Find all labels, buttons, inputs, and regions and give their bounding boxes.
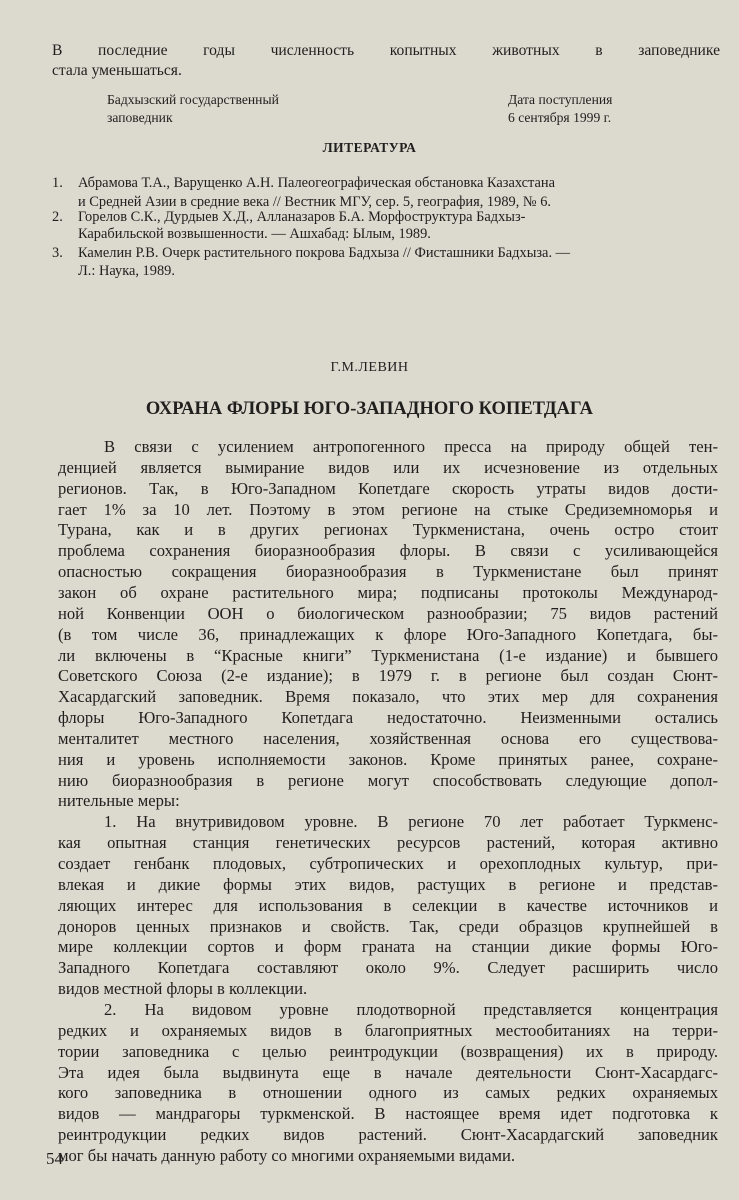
article-author: Г.М.ЛЕВИН	[330, 360, 409, 375]
article-line: тории заповедника с целью реинтродукции (возвращения) их в природу.	[58, 1041, 718, 1061]
reference-number: 1.	[52, 175, 63, 191]
article-line: опасностью сокращения биоразнообразия в Туркменистане был принят	[58, 562, 718, 582]
article-line: менталитет местного населения, хозяйственная основа его существова-	[58, 728, 718, 748]
received-line-1: Дата поступления	[508, 92, 613, 107]
article-line: регионов. Так, в Юго-Западном Копетдаге скорость утраты видов дости-	[58, 478, 718, 498]
reference-item	[52, 244, 570, 263]
article-line: (в том числе 36, принадлежащих к флоре Юго-Западного Копетдага, бы-	[58, 624, 718, 644]
article-line: денцией является вымирание видов или их исчезновение из отдельных	[58, 457, 718, 477]
article-line: видов местной флоры в коллекции.	[58, 979, 308, 999]
article-line: кого заповедника в отношении одного из самых редких охраняемых	[58, 1083, 718, 1103]
article-line: Турана, как и в других регионах Туркменистана, очень остро стоит	[58, 520, 718, 540]
reference-number: 2.	[52, 209, 63, 225]
reference-text-cont: Л.: Наука, 1989.	[78, 263, 175, 279]
article-line: В связи с усилением антропогенного пресса на природу общей тен-	[104, 437, 718, 456]
article-line: нительные меры:	[58, 791, 180, 811]
literature-title: ЛИТЕРАТУРА	[322, 140, 417, 155]
article-line: редких и охраняемых видов в благоприятных местообитаниях на терри-	[58, 1020, 718, 1040]
article-line: ной Конвенции ООН о биологическом разнообразии; 75 видов растений	[58, 603, 718, 623]
reference-text: Абрамова Т.А., Варущенко А.Н. Палеогеографическая обстановка Казахстана	[78, 175, 555, 191]
article-line: 2. На видовом уровне плодотворной представляется концентрация	[104, 999, 718, 1019]
article-line: флоры Юго-Западного Копетдага недостаточно. Неизменными остались	[58, 708, 718, 728]
reference-text: Камелин Р.В. Очерк растительного покрова Бадхыза // Фисташники Бадхыза. —	[78, 245, 571, 261]
article-line: ли включены в “Красные книги” Туркменистана (1-е издание) и бывшего	[58, 645, 718, 665]
article-title: ОХРАНА ФЛОРЫ ЮГО-ЗАПАДНОГО КОПЕТДАГА	[145, 399, 594, 419]
reference-item	[52, 174, 555, 193]
article-line: Хасардагский заповедник. Время показало, что этих мер для сохранения	[58, 687, 718, 707]
article-line: ния и уровень исполняемости законов. Кроме принятых ранее, сохране-	[58, 749, 718, 769]
article-line: 1. На внутривидовом уровне. В регионе 70 лет работает Туркменс-	[104, 812, 718, 832]
article-line: создает генбанк плодовых, субтропических и орехоплодных культур, при-	[58, 854, 718, 873]
article-line: Западного Копетдага составляют около 9%. Следует расширить число	[58, 958, 718, 978]
affiliation-line-2: заповедник	[107, 110, 173, 125]
reference-number: 3.	[52, 245, 63, 261]
article-line: доноров ценных признаков и свойств. Так, среди образцов крупнейшей в	[58, 916, 718, 936]
intro-line-1: В последние годы численность копытных животных в заповеднике	[52, 42, 720, 59]
article-line: проблема сохранения биоразнообразия флоры. В связи с усиливающейся	[58, 541, 718, 561]
affiliation-line-1: Бадхызский государственный	[107, 92, 279, 107]
article-line: мог бы начать данную работу со многими охраняемыми видами.	[58, 1145, 516, 1165]
reference-text-cont: и Средней Азии в средние века // Вестник МГУ, сер. 5, география, 1989, № 6.	[78, 194, 552, 210]
article-line: мире коллекции сортов и форм граната на станции дикие формы Юго-	[58, 937, 718, 957]
page-number: 54	[46, 1149, 63, 1168]
article-line: закон об охране растительного мира; подписаны протоколы Международ-	[58, 582, 718, 602]
article-line: гает 1% за 10 лет. Поэтому в этом регионе на стыке Средиземноморья и	[58, 499, 718, 519]
article-line: Советского Союза (2-е издание); в 1979 г. в регионе был создан Сюнт-	[58, 666, 718, 686]
reference-text: Горелов С.К., Дурдыев Х.Д., Алланазаров Б.А. Морфоструктура Бадхыз-	[78, 209, 526, 225]
article-line: ляющих интерес для использования в селекции в качестве источников и	[58, 895, 718, 915]
received-line-2: 6 сентября 1999 г.	[508, 110, 612, 125]
reference-text-cont: Карабильской возвышенности. — Ашхабад: Ылым, 1989.	[78, 226, 431, 242]
article-line: нию биоразнообразия в регионе могут способствовать следующие допол-	[58, 770, 718, 790]
article-line: влекая и дикие формы этих видов, растущих в регионе и представ-	[58, 874, 718, 894]
article-line: кая опытная станция генетических ресурсов растений, которая активно	[58, 833, 718, 853]
intro-line-2: стала уменьшаться.	[52, 62, 182, 79]
article-line: реинтродукции редких видов растений. Сюнт-Хасардагский заповедник	[58, 1125, 718, 1145]
article-line: видов — мандрагоры туркменской. В настоящее время идет подготовка к	[58, 1104, 718, 1124]
article-line: Эта идея была выдвинута еще в начале деятельности Сюнт-Хасардагс-	[58, 1062, 718, 1082]
